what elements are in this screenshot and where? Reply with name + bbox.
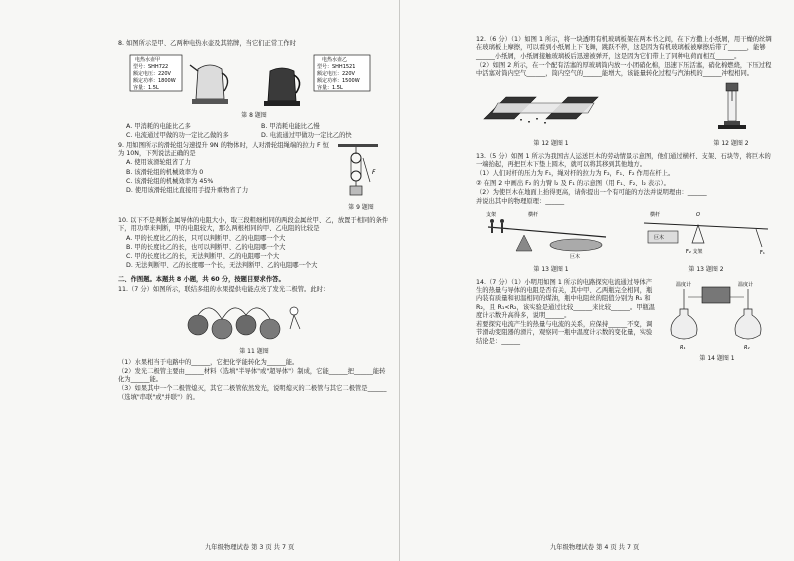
log-lever-figure bbox=[476, 207, 626, 261]
q10-option-b: B. 甲的长度比乙的长，也可以判断甲、乙的电阻哪一个大 bbox=[126, 243, 286, 251]
q11-part-3: （3）如果其中一个二极管熄灭，其它二极管依然发光，说明熄灭的二极管与其它二极管是______（选填"串联"或"并联"）的。 bbox=[118, 385, 387, 401]
q8-option-a: A. 甲消耗的电能比乙多 bbox=[126, 123, 191, 131]
led-icon bbox=[290, 307, 300, 329]
page-4-column bbox=[476, 36, 776, 368]
q8-caption: 第 8 题图 bbox=[241, 112, 267, 120]
q10-option-c: C. 甲的长度比乙的长，无法判断甲、乙的电阻哪一个大 bbox=[126, 253, 280, 261]
q13-fig2-label-o: O bbox=[696, 212, 700, 219]
plate-a-line-0: 电热水壶甲 bbox=[135, 57, 161, 64]
question-8 bbox=[118, 40, 390, 140]
q8-figure bbox=[118, 49, 390, 111]
q12-stem: 12.（6 分）（1）如图 1 所示，将一块透明有机玻璃板架在两本书之间，在下方撒上小纸屑，用干燥的丝绸在玻璃板上摩擦，可以看到小纸屑上下飞舞，跳跃不停，这是因为有机玻璃板被摩擦后带了______，能够______小纸屑，小纸屑接触玻璃板后迅速被弹开，这是因为它们带上了同种电荷而相互______。 bbox=[476, 36, 772, 60]
page-3-footer: 九年级物理试卷 第 3 页 共 7 页 bbox=[205, 544, 295, 551]
q14-label-r1: R₁ bbox=[680, 344, 686, 351]
workers-icon bbox=[490, 219, 504, 233]
q8-options bbox=[126, 123, 390, 140]
question-14 bbox=[476, 279, 776, 366]
q13-fig2-label-f1: F₁ bbox=[760, 250, 765, 257]
q10-option-a: A. 甲的长度比乙的长，只可以判断甲、乙的电阻哪一个大 bbox=[126, 234, 286, 242]
power-supply-icon bbox=[702, 287, 730, 303]
air-piston-figure bbox=[686, 79, 776, 135]
q8-option-c: C. 电流通过甲做的功一定比乙做的多 bbox=[126, 131, 229, 139]
q13-stem: 13.（5 分）如图 1 所示为我国古人运送巨木的劳动情景示意图，他们通过横杆、支架、石块等，将巨木的一端抬起，再把巨木下垫上圆木，就可以将其移到其他地方。 bbox=[476, 152, 771, 168]
q13-fig2-label-f2: F₂ 支架 bbox=[686, 249, 703, 256]
flask-2-icon bbox=[735, 289, 761, 339]
q13-fig2-label-log: 巨木 bbox=[654, 235, 665, 242]
q9-caption: 第 9 题图 bbox=[348, 204, 374, 212]
paper-bits-icon bbox=[520, 118, 546, 124]
q10-option-d: D. 无法判断甲、乙的长度哪一个长，无法判断甲、乙的电阻哪一个大 bbox=[126, 262, 318, 270]
plate-a-line-1: 型号：SHH722 bbox=[133, 64, 169, 71]
fruit-battery-figure bbox=[118, 295, 390, 343]
q13-label-bar: 横杆 bbox=[528, 212, 539, 219]
q12-caption-2: 第 12 题图 2 bbox=[713, 139, 749, 147]
q14-label-thermometer-2: 温度计 bbox=[738, 281, 754, 288]
q13-caption-1: 第 13 题图 1 bbox=[533, 265, 569, 273]
plate-b-line-1: 型号：SHH1521 bbox=[317, 64, 356, 71]
plate-b-line-4: 容量：1.5L bbox=[317, 85, 343, 92]
q14-caption: 第 14 题图 1 bbox=[699, 354, 735, 362]
q13-part-4: 并说出其中的物理原理：______ bbox=[476, 198, 565, 206]
pulley-figure bbox=[332, 142, 390, 200]
kettle-a-icon bbox=[190, 65, 228, 104]
q12-caption-1: 第 12 题图 1 bbox=[533, 139, 569, 147]
fruit-icon bbox=[188, 315, 280, 339]
plate-a-line-4: 容量：1.5L bbox=[133, 85, 159, 92]
q11-part-2: （2）发光二极管主要由______材料（选填"半导体"或"超导体"）制成，它能______把______能转化为______能。 bbox=[118, 367, 386, 384]
q13-part-1: （1）人们对杆的压力为 F₁，绳对杆的拉力为 F₂，F₁、F₂ 作用在杆上。 bbox=[476, 170, 675, 178]
flask-1-icon bbox=[671, 289, 697, 339]
q8-option-b: B. 甲消耗电能比乙慢 bbox=[261, 123, 320, 131]
q13-part-3: （2）为使巨木在地面上抬得更高，请你提出一个有可能的方法并说明理由：______ bbox=[476, 188, 707, 196]
plate-a-line-2: 额定电压：220V bbox=[133, 71, 171, 78]
q13-fig2-label-bar: 横杆 bbox=[650, 212, 661, 219]
page-3-column bbox=[118, 40, 390, 404]
q8-option-d: D. 电流通过甲做功一定比乙的快 bbox=[261, 131, 352, 139]
q11-part-1: （1）水果相当于电路中的______，它把化学能转化为______能。 bbox=[118, 358, 299, 366]
q14-label-thermometer-1: 温度计 bbox=[676, 281, 692, 288]
q8-stem: 8. 如图所示是甲、乙两种电热水壶及其铭牌，当它们正常工作时 bbox=[118, 40, 297, 47]
plate-a-line-3: 额定功率：1800W bbox=[133, 78, 176, 85]
q14-stem: 14.（7 分）（1）小明用如图 1 所示的电路探究电流通过导体产生的热量与导体的电阻是否有关，其中甲、乙两瓶完全相同，瓶内装有质量和初温相同的煤油，瓶中电阻丝的阻值分别为 R₁ 和 R₂，且 R₁<R₂，该实验是通过比较______来比较______。甲瓶温度计示数升高得多，说明______。 bbox=[476, 278, 656, 319]
q9-force-label: F bbox=[372, 168, 376, 176]
q12-stem-2: （2）如图 2 所示，在一个配有活塞的厚玻璃筒内放一小团硝化棉，迅速下压活塞，硝化棉燃烧，下压过程中活塞对筒内空气______，筒内空气的______能增大，该能量转化过程与汽油机的______冲程相同。 bbox=[476, 61, 772, 78]
question-13 bbox=[476, 153, 776, 277]
question-12 bbox=[476, 36, 776, 151]
question-9 bbox=[118, 142, 390, 215]
glass-plate-figure bbox=[476, 79, 626, 135]
q9-stem: 9. 用如图所示的滑轮组匀速提升 9N 的物体时，人对滑轮组绳端的拉力 F 恒为 10N，下列说法正确的是 bbox=[118, 141, 329, 158]
page-4 bbox=[400, 0, 794, 561]
kettle-figure bbox=[118, 49, 390, 111]
plate-b-line-0: 电热水壶乙 bbox=[322, 57, 348, 64]
q10-stem: 10. 以下不是判断金属导体的电阻大小，取三段粗细相同的两段金属丝甲、乙，放置于相同的条件下，用功率来判断，甲的电阻较大，那么两根相同的甲、乙电阻的比较是 bbox=[118, 217, 389, 233]
page-4-footer: 九年级物理试卷 第 4 页 共 7 页 bbox=[550, 544, 640, 551]
q9-option-b: B. 该滑轮组的机械效率为 0 bbox=[126, 168, 204, 176]
q13-label-support: 支架 bbox=[486, 212, 497, 219]
q14-label-r2: R₂ bbox=[744, 344, 750, 351]
heating-circuit-figure bbox=[658, 279, 776, 351]
q13-label-log: 巨木 bbox=[570, 254, 581, 261]
plate-b-line-2: 额定电压：220V bbox=[317, 71, 355, 78]
q13-caption-2: 第 13 题图 2 bbox=[688, 265, 724, 273]
section-2-heading: 二、作图题。本题共 8 小题，共 60 分，按题目要求作答。 bbox=[118, 275, 285, 283]
q13-part-2: ② 在图 2 中画出 F₂ 的力臂 l₂ 及 F₁ 的示意图（用 F₁、F₂、l₂ 表示）。 bbox=[476, 179, 670, 187]
q11-caption: 第 11 题图 bbox=[239, 347, 269, 355]
kettle-b-icon bbox=[264, 68, 300, 106]
q14-stem-2: 若要探究电流产生的热量与电流的关系，应保持______不变，调节滑动变阻器的滑片，观察同一瓶中温度计示数的变化量，实验结论是：______ bbox=[476, 321, 653, 345]
q9-option-a: A. 使用该滑轮组省了力 bbox=[126, 159, 191, 167]
q9-option-c: C. 该滑轮组的机械效率为 45% bbox=[126, 177, 214, 185]
question-10 bbox=[118, 217, 390, 271]
question-11 bbox=[118, 286, 390, 402]
q11-stem: 11.（7 分）如图所示，联结多组的水果提供电能点亮了发光二极管。此时： bbox=[118, 286, 330, 294]
q9-option-d: D. 使用该滑轮组比直接用手提升重物省了力 bbox=[126, 187, 249, 195]
plate-b-line-3: 额定功率：1500W bbox=[317, 78, 360, 85]
lever-diagram-figure bbox=[636, 207, 776, 261]
